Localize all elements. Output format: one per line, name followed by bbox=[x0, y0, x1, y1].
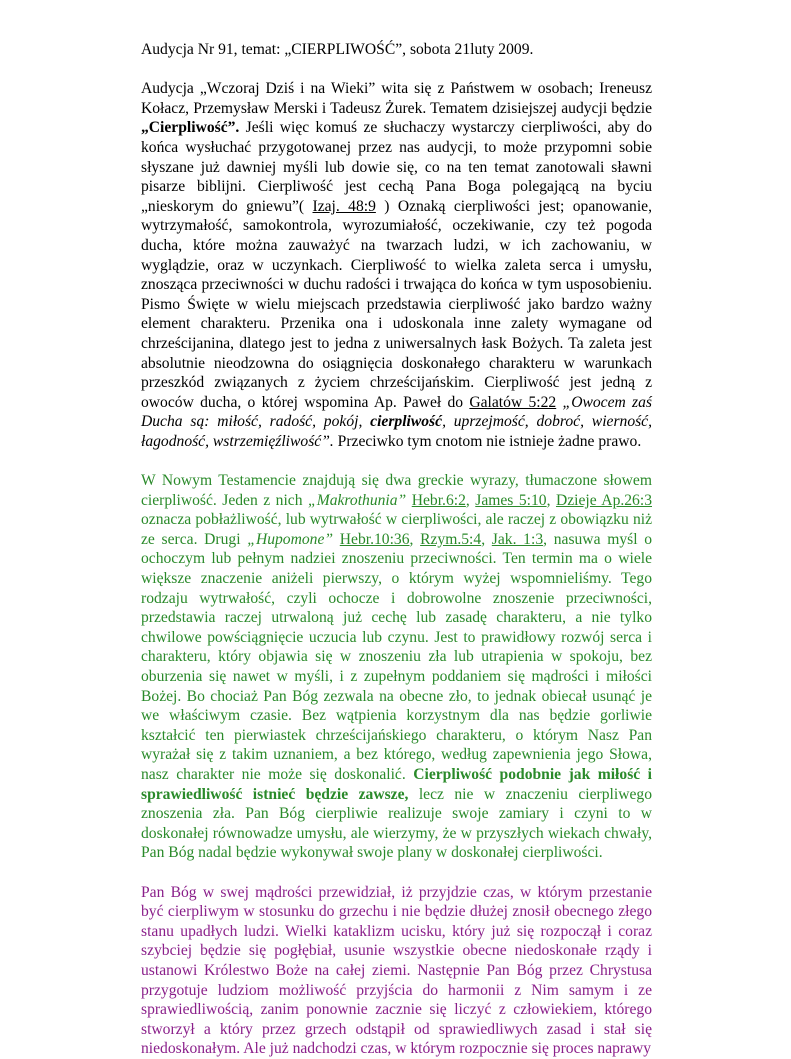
text-run bbox=[333, 531, 340, 548]
text-run: oznacza pobłażliwość, lub wytrwałość w cierpliwości, ale raczej z obowiązku niż ze serca. Drugi bbox=[141, 511, 652, 548]
paragraph-gap bbox=[141, 863, 652, 883]
paragraph-wisdom: Pan Bóg w swej mądrości przewidział, iż przyjdzie czas, w którym przestanie być cierpliwym w stosunku do grzechu i nie będzie dłużej znosił obecnego złego stanu upadłych ludzi. Wielki kataklizm ucisku, który już się rozpoczął i coraz szybciej będzie się pogłębiał, usunie wszystkie obecne niedoskonałe rządy i ustanowi Królestwo Boże na całej ziemi. Następnie Pan Bóg przez Chrystusa przygotuje ludziom możliwość przyjścia do harmonii z Nim samym i ze sprawiedliwością, zanim ponownie zacznie się liczyć z człowiekiem, którego stworzył a który przez grzech odstąpił od sprawiedliwych zasad i stał się niedoskonałym. Ale już nadchodzi czas, w którym rozpocznie się proces naprawy bbox=[141, 883, 652, 1058]
text-run: lecz nie w znaczeniu cierpliwego znoszenia zła. Pan Bóg cierpliwie realizuje swoje zamiary i czyni to w doskonałej równowadze umysłu, ale wierzymy, że w przyszłych wiekach chwały, Pan Bóg nadal będzie wykonywał swoje plany w doskonałej cierpliwości. bbox=[141, 785, 652, 862]
document-title: Audycja Nr 91, temat: „CIERPLIWOŚĆ”, sobota 21luty 2009. bbox=[141, 41, 534, 58]
bold-statement: Cierpliwość podobnie jak miłość i sprawiedliwość istnieć będzie zawsze, bbox=[141, 765, 653, 803]
text-run: , bbox=[465, 491, 476, 509]
scripture-link-jak[interactable]: Jak. 1:3 bbox=[491, 530, 544, 548]
text-run: W Nowym Testamencie znajdują się dwa greckie wyrazy, tłumaczone słowem cierpliwość. Jeden z nich bbox=[141, 472, 652, 509]
scripture-link-rzym[interactable]: Rzym.5:4 bbox=[420, 530, 482, 548]
document-page bbox=[141, 40, 652, 1059]
text-run: Jeśli więc komuś ze słuchaczy wystarczy cierpliwości, aby do końca wysłuchać przygotowanej przez nas audycji, to może przypomni sobie słyszane już dawniej myśli lub dowie się, co na ten temat zanotowali sławni pisarze biblijni. Cierpliwość jest cechą Pana Boga polegającą na byciu „nieskorym do gniewu”( bbox=[141, 119, 652, 215]
scripture-link-dzieje[interactable]: Dzieje Ap.26:3 bbox=[555, 491, 652, 509]
text-run: ) Oznaką cierpliwości jest; opanowanie, wytrzymałość, samokontrola, wyrozumiałość, oczekiwanie, czy też pogoda ducha, które można zauważyć na twarzach ludzi, w ich zachowaniu, w wyglądzie, oraz w uczynkach. Cierpliwość to wielka zaleta serca i umysłu, znosząca przeciwności w duchu radości i trwająca do końca w tym usposobieniu. Pismo Święte w wielu miejscach przedstawia cierpliwość jako bardzo ważny element charakteru. Przenika ona i udoskonala inne zalety wymagane od chrześcijanina, dlatego jest to jedna z uniwersalnych łask Bożych. Ta zaleta jest absolutnie nieodzowna do osiągnięcia doskonałego charakteru w warunkach przeszkód związanych z życiem chrześcijańskim. Cierpliwość jest jedną z owoców ducha, o której wspomina Ap. Paweł do bbox=[141, 197, 653, 411]
italic-quote: „Owocem zaś Ducha są: miłość, radość, pokój, bbox=[141, 393, 652, 431]
italic-quote: , uprzejmość, dobroć, wierność, łagodność, wstrzemięźliwość”. bbox=[141, 413, 653, 450]
text-run: , bbox=[546, 491, 556, 509]
bold-italic-word: cierpliwość bbox=[370, 413, 443, 431]
paragraph-gap bbox=[141, 451, 652, 471]
text-run: , bbox=[481, 530, 492, 548]
scripture-link-hebr-6-2[interactable]: Hebr.6:2 bbox=[411, 491, 466, 509]
bold-topic: „Cierpliwość”. bbox=[141, 119, 240, 137]
scripture-link-galatow[interactable]: Galatów 5:22 bbox=[469, 393, 557, 411]
text-run: Audycja „Wczoraj Dziś i na Wieki” wita się z Państwem w osobach; Ireneusz Kołacz, Przemysław Merski i Tadeusz Żurek. Tematem dzisiejszej audycji będzie bbox=[141, 80, 652, 117]
text-run: , nasuwa myśl o ochoczym lub pełnym nadziei znoszeniu przeciwności. Ten termin ma o wiele większe znaczenie aniżeli pierwszy, o którym wyżej wspomnieliśmy. Tego rodzaju wytrwałość, czyli ochocze i dobrowolne znoszenie przeciwności, przedstawia raczej utrwaloną już cechę lub zasadę charakteru, a nie tylko chwilowe powściągnięcie uczucia lub czynu. Jest to prawidłowy rozwój serca i charakteru, który objawia się w znoszeniu zła lub utrapienia w spokoju, bez oburzenia się nawet w myśli, i z zupełnym poddaniem się mądrości i miłości Bożej. Bo chociaż Pan Bóg zezwala na obecne zło, to jednak obiecał usunąć je we właściwym czasie. Bez wątpienia korzystnym dla nas będzie gorliwie kształcić ten pierwiastek chrześcijańskiego charakteru, o którym Nasz Pan wyrażał się z takim uznaniem, a bez którego, według zapewnienia jego Słowa, nasz charakter nie może się doskonalić. bbox=[141, 530, 653, 783]
scripture-link-james[interactable]: James 5:10 bbox=[475, 491, 547, 509]
paragraph-intro bbox=[141, 79, 652, 451]
text-run: , bbox=[409, 530, 421, 548]
scripture-link-hebr-10-36[interactable]: Hebr.10:36 bbox=[339, 530, 410, 548]
italic-term: „Makrothunia” bbox=[308, 491, 407, 509]
italic-term: „Hupomone” bbox=[247, 530, 334, 548]
scripture-link-izaj[interactable]: Izaj. 48:9 bbox=[312, 197, 376, 215]
paragraph-greek-words bbox=[141, 471, 652, 863]
text-run: Przeciwko tym cnotom nie istnieje żadne prawo. bbox=[333, 432, 642, 450]
